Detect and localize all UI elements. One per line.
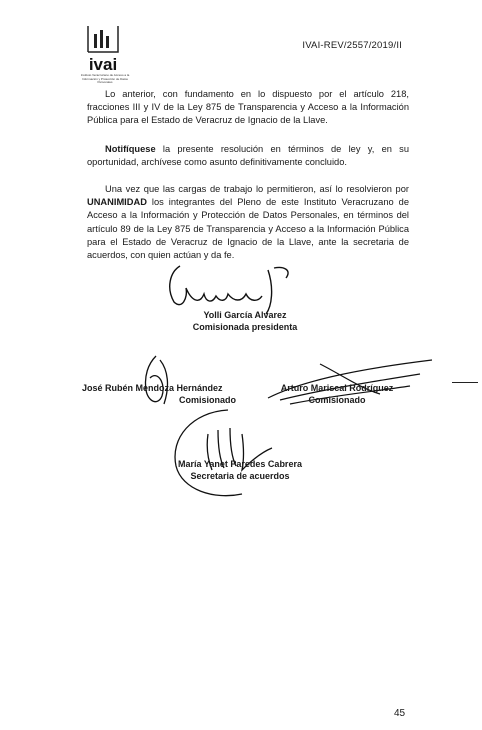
file-reference: IVAI-REV/2557/2019/II [302,40,402,51]
svg-text:ivai: ivai [88,55,118,74]
notify-keyword: Notifíquese [105,144,156,154]
paragraph-resolution [87,183,409,262]
secretary-signature [168,404,292,502]
paragraph-legal-basis: Lo anterior, con fundamento en lo dispuesto por el artículo 218, fracciones III y IV de la Ley 875 de Transparencia y Acceso a la Información Pública para el Estado de Veracruz de Ignacio de la Llave. [87,89,409,126]
president-title: Comisionada presidenta [192,322,298,332]
resolution-text-b: los integrantes del Pleno de este Instituto Veracruzano de Acceso a la Información y Protección de Datos Personales, en términos del artículo 89 de la Ley 875 de Transparencia y Acceso a la Información Pública para el Estado de Veracruz de Ignacio de la Llave, ante la secretaria de acuerdos, con quien actúan y da fe. [87,197,409,261]
paragraph-notify [87,143,409,169]
left-commissioner-title: Comisionado [178,395,236,405]
logo-caption: Instituto Veracruzano de Acceso a la Información y Protección de Datos Personales [80,73,130,84]
notify-text: la presente resolución en términos de ley y, en su oportunidad, archívese como asunto definitivamente concluido. [87,144,409,168]
right-commissioner-title: Comisionado [308,395,366,405]
president-name: Yolli García Alvarez [203,310,287,320]
secretary-title: Secretaria de acuerdos [190,471,290,481]
page-number: 45 [394,708,406,719]
right-commissioner-name: Arturo Mariscal Rodríguez [280,383,394,393]
unanimity-keyword: UNANIMIDAD [87,197,147,208]
left-commissioner-name: José Rubén Mendoza Hernández [82,383,223,393]
resolution-text-a: Una vez que las cargas de trabajo lo permitieron, así lo resolvieron por [105,184,409,194]
margin-mark [452,382,478,383]
secretary-name: María Yanet Paredes Cabrera [178,459,302,469]
